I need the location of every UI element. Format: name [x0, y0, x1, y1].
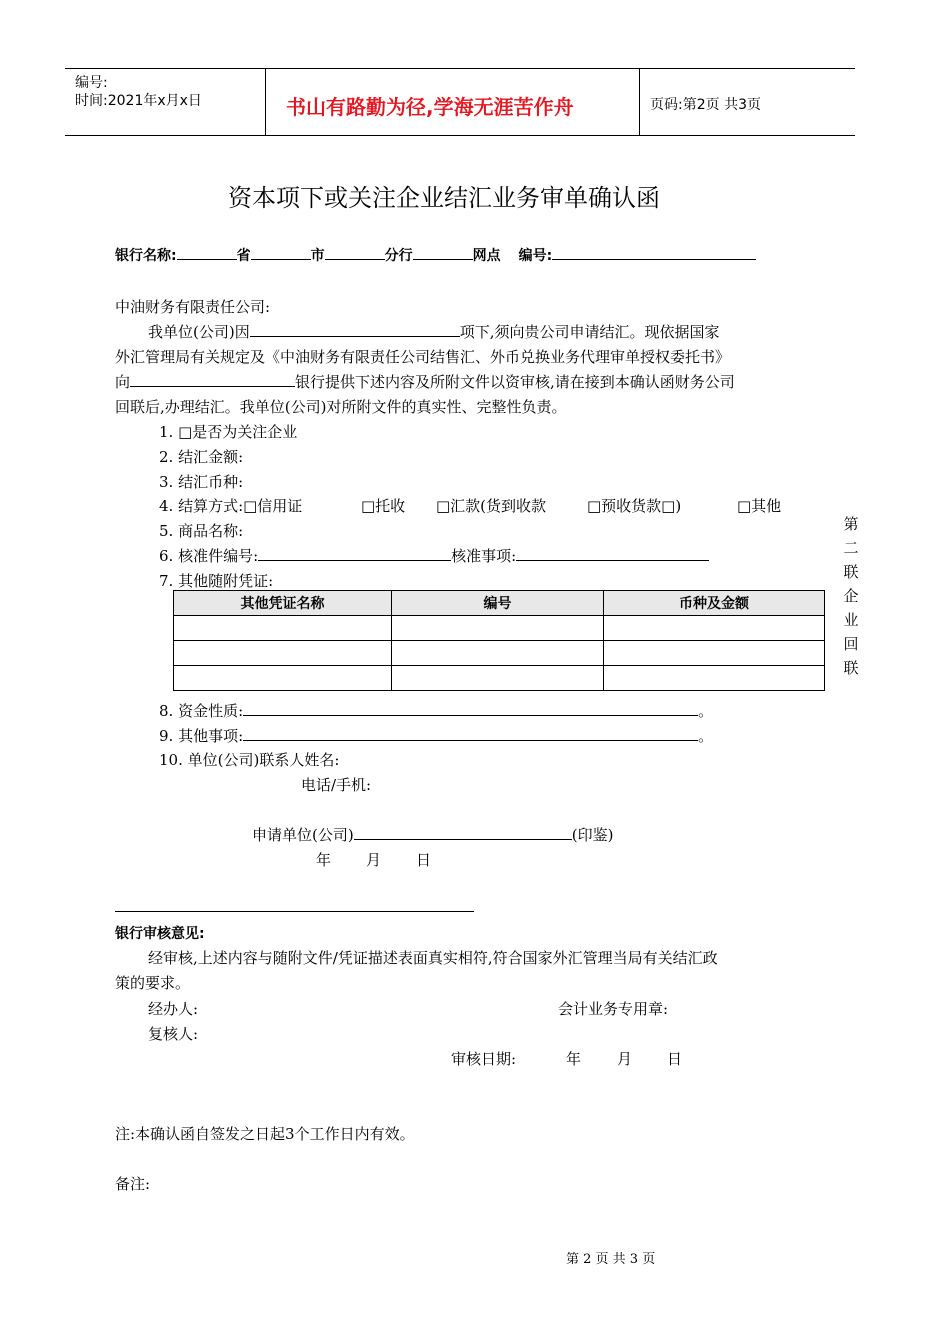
side-label-copy-two	[840, 512, 862, 680]
header-time-label: 时间:2021年x月x日	[75, 93, 202, 109]
table-row	[174, 666, 825, 691]
section-divider	[115, 911, 474, 912]
phone-label: 电话/手机:	[301, 776, 372, 794]
side-char: 回	[843, 635, 859, 653]
number-label: 编号:	[518, 248, 553, 264]
para-line-1	[148, 321, 720, 342]
item-4e[interactable]: □其他	[737, 497, 782, 515]
page-footer: 第 2 页 共 3 页	[566, 1252, 656, 1267]
table-cell[interactable]	[174, 616, 392, 641]
item-5: 5. 商品名称:	[159, 522, 244, 540]
side-char: 二	[843, 539, 859, 557]
item-8-period: 。	[698, 702, 714, 720]
bank-review-text-2: 策的要求。	[115, 974, 191, 992]
table-cell[interactable]	[392, 616, 604, 641]
document-title: 资本项下或关注企业结汇业务审单确认函	[228, 184, 660, 212]
applicant-blank[interactable]	[354, 825, 572, 840]
item-8	[159, 700, 713, 721]
side-char: 联	[843, 659, 859, 677]
branch-label: 分行	[384, 248, 413, 264]
table-row	[174, 641, 825, 666]
col-currency-amount: 币种及金额	[604, 591, 825, 616]
para-l3-end: 银行提供下述内容及所附文件以资审核,请在接到本确认函财务公司	[295, 373, 735, 391]
item-6-approval-matter-label: 核准事项:	[451, 547, 517, 565]
review-month: 月	[617, 1050, 633, 1068]
addressee: 中油财务有限责任公司:	[115, 298, 271, 316]
table-cell[interactable]	[392, 666, 604, 691]
item-1[interactable]: 1. □是否为关注企业	[159, 423, 298, 441]
approval-no-blank[interactable]	[258, 546, 451, 561]
item-9-label: 9. 其他事项:	[159, 727, 244, 745]
header-divider-left	[265, 68, 266, 136]
number-blank[interactable]	[552, 245, 756, 260]
item-4d[interactable]: □预收货款□)	[587, 497, 682, 515]
table-cell[interactable]	[604, 666, 825, 691]
project-blank[interactable]	[250, 322, 460, 337]
item-3: 3. 结汇币种:	[159, 473, 244, 491]
bank-blank[interactable]	[130, 372, 295, 387]
item-9	[159, 725, 713, 746]
header-bottom-rule	[65, 135, 855, 136]
applicant-year: 年	[316, 851, 332, 869]
bank-name-label: 银行名称:	[115, 248, 177, 264]
remark-label: 备注:	[115, 1175, 151, 1193]
bank-line	[115, 245, 756, 265]
table-cell[interactable]	[604, 616, 825, 641]
applicant-label: 申请单位(公司)	[252, 826, 354, 844]
para-l3-start: 向	[115, 373, 131, 391]
item-6-approval-no-label: 6. 核准件编号:	[159, 547, 259, 565]
header-top-rule	[65, 68, 855, 69]
fund-nature-blank[interactable]	[243, 701, 698, 716]
province-blank[interactable]	[177, 245, 237, 260]
item-4a[interactable]: 4. 结算方式:□信用证	[159, 497, 303, 515]
checker-label: 复核人:	[148, 1025, 199, 1043]
validity-note: 注:本确认函自签发之日起3个工作日内有效。	[115, 1125, 415, 1143]
col-voucher-name: 其他凭证名称	[174, 591, 392, 616]
side-char: 第	[843, 515, 859, 533]
applicant-month: 月	[366, 851, 382, 869]
review-day: 日	[667, 1050, 683, 1068]
table-header-row	[174, 591, 825, 616]
vouchers-table	[173, 590, 825, 691]
item-7: 7. 其他随附凭证:	[159, 572, 274, 590]
header-divider-right	[639, 68, 640, 136]
para-l1-start: 我单位(公司)因	[148, 323, 250, 341]
para-l1-end: 项下,须向贵公司申请结汇。现依据国家	[459, 323, 720, 341]
bank-review-title: 银行审核意见:	[115, 926, 205, 942]
applicant-day: 日	[416, 851, 432, 869]
province-label: 省	[236, 248, 251, 264]
header-code-label: 编号:	[75, 75, 108, 91]
review-year: 年	[566, 1050, 582, 1068]
col-number: 编号	[392, 591, 604, 616]
table-cell[interactable]	[174, 666, 392, 691]
handler-label: 经办人:	[148, 1000, 199, 1018]
item-10: 10. 单位(公司)联系人姓名:	[159, 751, 340, 769]
side-char: 联	[843, 563, 859, 581]
side-char: 业	[843, 611, 859, 629]
header-motto: 书山有路勤为径,学海无涯苦作舟	[286, 95, 574, 119]
stamp-label: 会计业务专用章:	[558, 1000, 669, 1018]
outlet-label: 网点	[472, 248, 501, 264]
city-blank[interactable]	[251, 245, 311, 260]
approval-matter-blank[interactable]	[516, 546, 709, 561]
item-4b[interactable]: □托收	[361, 497, 406, 515]
item-6	[159, 545, 709, 566]
table-row	[174, 616, 825, 641]
item-9-period: 。	[698, 727, 714, 745]
item-2: 2. 结汇金额:	[159, 448, 244, 466]
branch-blank[interactable]	[325, 245, 385, 260]
applicant-line	[252, 824, 613, 845]
city-label: 市	[310, 248, 325, 264]
other-matters-blank[interactable]	[243, 726, 698, 741]
para-line-4: 回联后,办理结汇。我单位(公司)对所附文件的真实性、完整性负责。	[115, 398, 567, 416]
review-date-label: 审核日期:	[451, 1050, 517, 1068]
table-cell[interactable]	[174, 641, 392, 666]
side-char: 企	[843, 587, 859, 605]
header-page-label: 页码:第2页 共3页	[650, 97, 761, 113]
para-line-3	[115, 371, 735, 392]
table-cell[interactable]	[392, 641, 604, 666]
item-8-label: 8. 资金性质:	[159, 702, 244, 720]
item-4c[interactable]: □汇款(货到收款	[436, 497, 547, 515]
para-line-2: 外汇管理局有关规定及《中油财务有限责任公司结售汇、外币兑换业务代理审单授权委托书》	[115, 348, 731, 366]
bank-review-text-1: 经审核,上述内容与随附文件/凭证描述表面真实相符,符合国家外汇管理当局有关结汇政	[148, 949, 718, 967]
outlet-blank[interactable]	[413, 245, 473, 260]
table-cell[interactable]	[604, 641, 825, 666]
seal-label: (印鉴)	[571, 826, 614, 844]
